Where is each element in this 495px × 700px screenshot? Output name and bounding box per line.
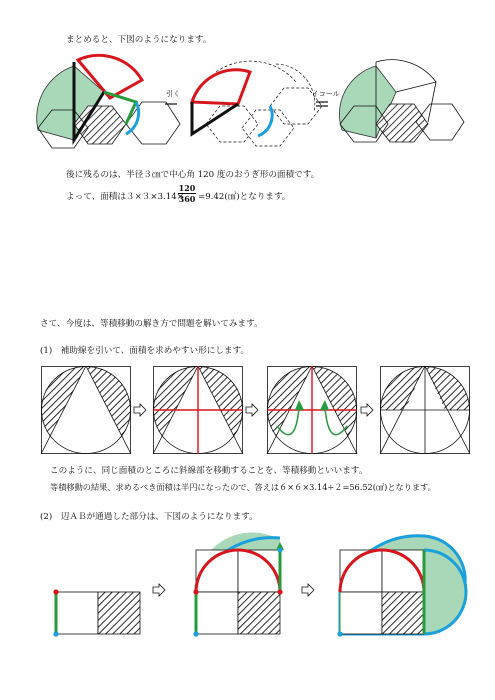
step1-panel-3: [267, 366, 357, 454]
step1-panel-2: [153, 366, 243, 454]
summary-intro-text: まとめると、下図のようになります。: [66, 35, 212, 45]
arrow-right-icon: [301, 584, 315, 596]
minus-sign: [165, 102, 177, 106]
fraction-numerator: 120: [178, 183, 196, 193]
step1-title: (1) 補助線を引いて、面積を求めやすい形にします。: [40, 346, 249, 356]
remaining-area-text: 後に残るのは、半径３㎝で中心角 120 度のおうぎ形の面積です。: [66, 170, 320, 180]
arrow-right-icon: [245, 404, 259, 416]
figure-hexagon-sector-3: [336, 52, 466, 147]
section2-intro: さて、今度は、等積移動の解き方で問題を解いてみます。: [40, 319, 263, 329]
equals-label: イコール: [312, 90, 340, 98]
step1-panel-4: [380, 366, 470, 454]
step2-title: (2) 辺ＡＢが通過した部分は、下図のようになります。: [40, 512, 258, 522]
fraction-denominator: 360: [178, 194, 196, 204]
arrow-right-icon: [133, 404, 147, 416]
step2-figure-1: [52, 588, 152, 638]
arrow-right-icon: [360, 404, 374, 416]
arrow-right-icon: [152, 584, 166, 596]
explain-line-2: 等積移動の結果、求めるべき面積は半円になったので、答えは６×６×3.14÷２=56.52(㎠)となります。: [50, 482, 436, 492]
figure-hexagon-sector-2: [186, 52, 326, 147]
step2-figure-2: [176, 528, 316, 638]
answer-prefix: よって、面積は３×３×3.14×: [66, 192, 184, 202]
answer-suffix: =9.42(㎠)となります。: [198, 192, 291, 202]
explain-line-1: このように、同じ面積のところに斜線部を移動することを、等積移動といいます。: [50, 466, 368, 476]
step2-figure-3: [318, 528, 468, 638]
fraction: [178, 184, 196, 204]
equals-sign: [316, 100, 328, 108]
minus-label: 引く: [166, 90, 180, 98]
step1-panel-1: [41, 366, 131, 454]
